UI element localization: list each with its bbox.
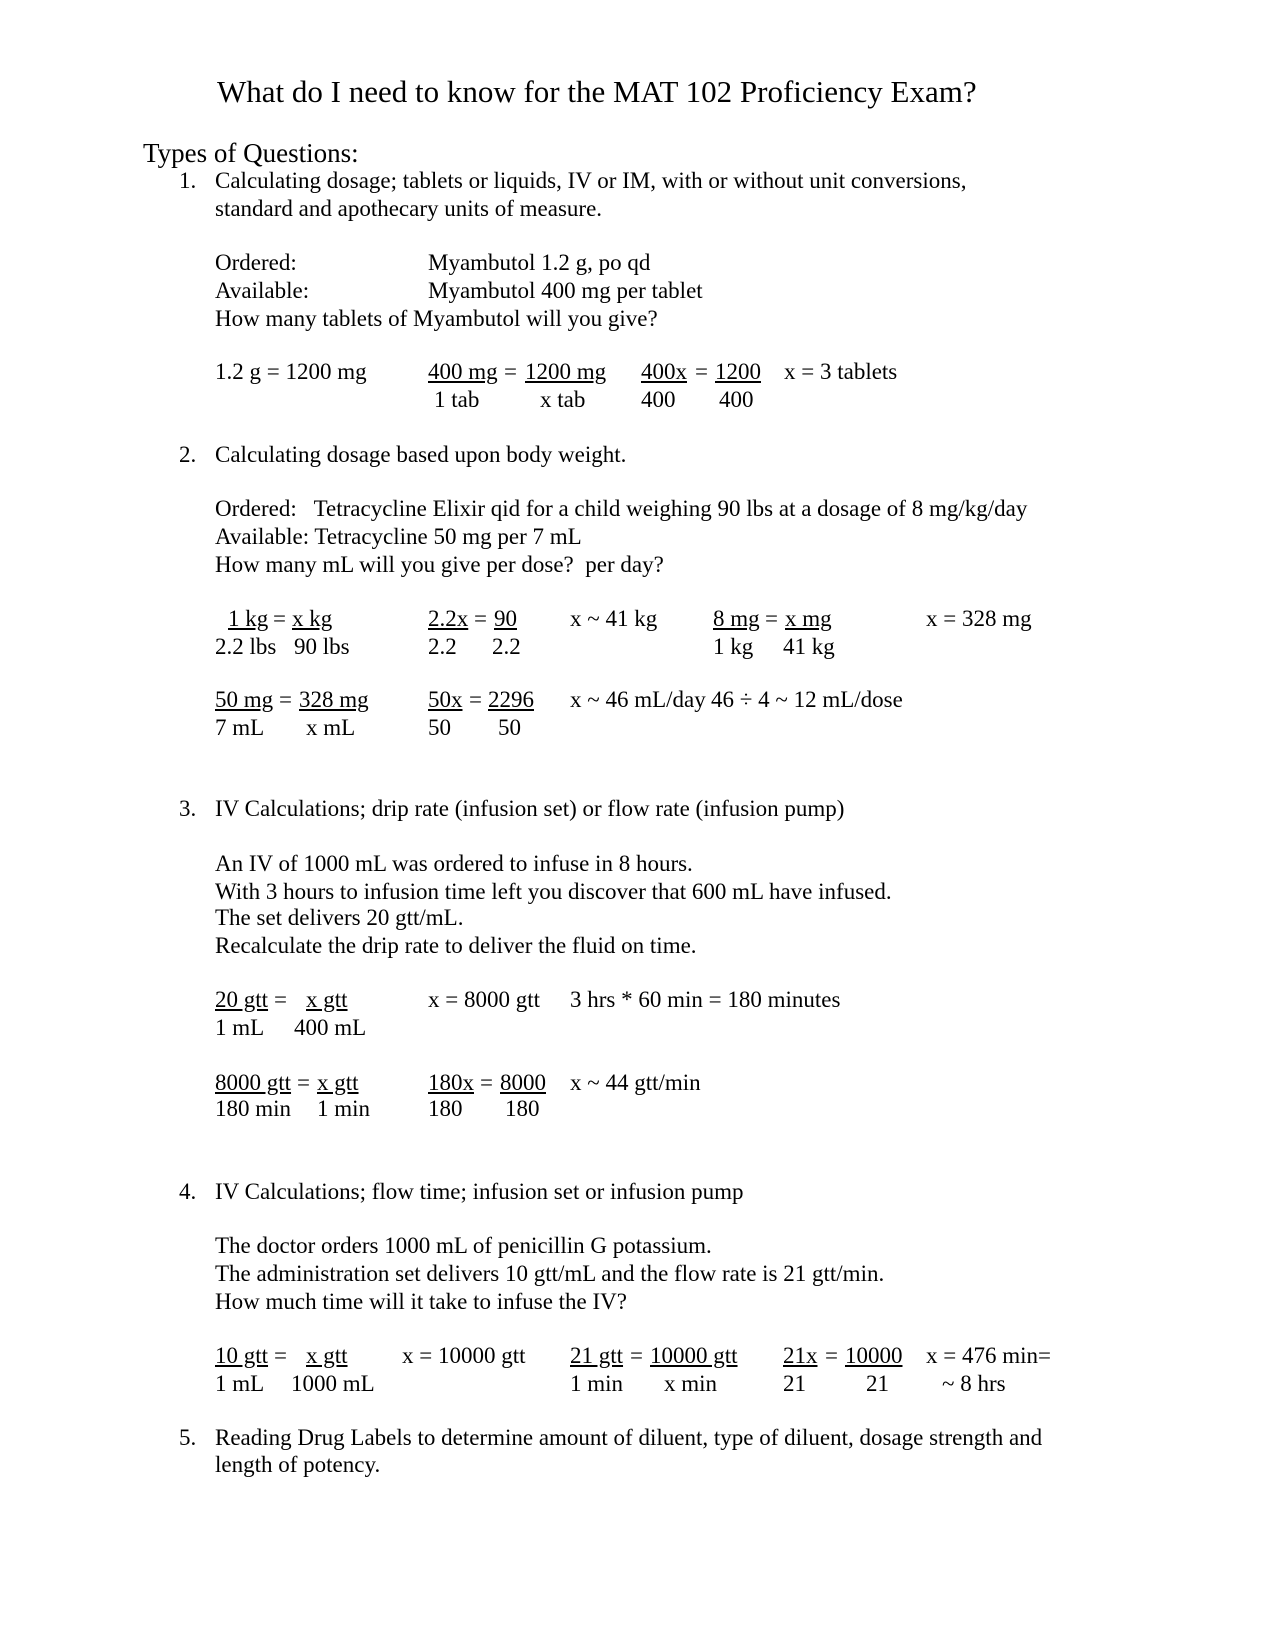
numerator: x gtt [306, 1343, 348, 1368]
denominator: 400 [719, 387, 754, 412]
denominator: 7 mL [215, 715, 265, 740]
available-label: Available: [215, 278, 310, 303]
problem-text: The administration set delivers 10 gtt/mL and the flow rate is 21 gtt/min. [215, 1261, 885, 1286]
numerator: x gtt [306, 987, 348, 1012]
numerator: 8 mg [713, 606, 760, 631]
question-number: 4. [179, 1179, 197, 1204]
numerator: 50 mg [215, 687, 274, 712]
numerator: 400 mg [428, 359, 498, 384]
question-text: length of potency. [215, 1452, 381, 1477]
denominator: 1000 mL [291, 1371, 375, 1396]
problem-question: How many mL will you give per dose? per day? [215, 552, 664, 577]
numerator: x gtt [317, 1070, 359, 1095]
equals-sign: = [469, 687, 482, 712]
numerator: 10000 gtt [650, 1343, 738, 1368]
denominator: x tab [540, 387, 586, 412]
ordered-label: Ordered: [215, 250, 297, 275]
equals-sign: = [695, 359, 708, 384]
denominator: x min [664, 1371, 718, 1396]
page-title: What do I need to know for the MAT 102 Proficiency Exam? [217, 74, 977, 109]
denominator: 180 min [215, 1096, 292, 1121]
result: x = 8000 gtt [428, 987, 541, 1012]
numerator: 8000 gtt [215, 1070, 292, 1095]
question-number: 3. [179, 796, 197, 821]
problem-question: How much time will it take to infuse the IV? [215, 1289, 627, 1314]
denominator: 400 mL [294, 1015, 367, 1040]
equals-sign: = [274, 1343, 287, 1368]
result: x ~ 46 mL/day [570, 687, 706, 712]
denominator: 1 min [317, 1096, 371, 1121]
denominator: 180 [428, 1096, 463, 1121]
denominator: 41 kg [783, 634, 835, 659]
numerator: 50x [428, 687, 463, 712]
ordered-value: Myambutol 1.2 g, po qd [428, 250, 651, 275]
result: ~ 8 hrs [942, 1371, 1006, 1396]
denominator: 2.2 [428, 634, 457, 659]
numerator: 1200 [715, 359, 761, 384]
equals-sign: = [480, 1070, 493, 1095]
numerator: 10000 [845, 1343, 903, 1368]
result: 46 ÷ 4 ~ 12 mL/dose [711, 687, 903, 712]
equals-sign: = [825, 1343, 838, 1368]
denominator: 21 [783, 1371, 806, 1396]
question-number: 2. [179, 442, 197, 467]
denominator: 180 [505, 1096, 540, 1121]
section-heading: Types of Questions: [143, 138, 359, 168]
numerator: 90 [494, 606, 517, 631]
denominator: 400 [641, 387, 676, 412]
numerator: 400x [641, 359, 687, 384]
denominator: 2.2 lbs [215, 634, 277, 659]
question-text: Reading Drug Labels to determine amount of diluent, type of diluent, dosage strength and [215, 1425, 1043, 1450]
problem-question: Recalculate the drip rate to deliver the fluid on time. [215, 933, 697, 958]
equals-sign: = [273, 606, 286, 631]
unit-conversion: 1.2 g = 1200 mg [215, 359, 367, 384]
numerator: 10 gtt [215, 1343, 269, 1368]
numerator: 2.2x [428, 606, 469, 631]
result: x = 476 min= [926, 1343, 1051, 1368]
numerator: 8000 [500, 1070, 546, 1095]
question-text: IV Calculations; flow time; infusion set or infusion pump [215, 1179, 744, 1204]
question-text: Calculating dosage; tablets or liquids, IV or IM, with or without unit conversions, [215, 168, 967, 193]
question-number: 1. [179, 168, 197, 193]
question-text: Calculating dosage based upon body weight. [215, 442, 627, 467]
numerator: 21x [783, 1343, 818, 1368]
equals-sign: = [765, 606, 778, 631]
equals-sign: = [279, 687, 292, 712]
denominator: 1 tab [434, 387, 480, 412]
result: x ~ 44 gtt/min [570, 1070, 701, 1095]
numerator: x kg [292, 606, 333, 631]
problem-text: The set delivers 20 gtt/mL. [215, 905, 464, 930]
equals-sign: = [504, 359, 517, 384]
question-text: IV Calculations; drip rate (infusion set) or flow rate (infusion pump) [215, 796, 845, 821]
numerator: 2296 [488, 687, 534, 712]
numerator: 20 gtt [215, 987, 269, 1012]
denominator: 1 kg [713, 634, 754, 659]
answer: x = 3 tablets [784, 359, 898, 384]
numerator: 1200 mg [525, 359, 607, 384]
time-conversion: 3 hrs * 60 min = 180 minutes [570, 987, 841, 1012]
denominator: 1 min [570, 1371, 624, 1396]
equals-sign: = [474, 606, 487, 631]
problem-question: How many tablets of Myambutol will you give? [215, 306, 658, 331]
problem-text: With 3 hours to infusion time left you discover that 600 mL have infused. [215, 879, 892, 904]
result: x = 10000 gtt [402, 1343, 526, 1368]
problem-text: An IV of 1000 mL was ordered to infuse in 8 hours. [215, 851, 693, 876]
denominator: 50 [428, 715, 451, 740]
result: x = 328 mg [926, 606, 1032, 631]
available-line: Available: Tetracycline 50 mg per 7 mL [215, 524, 582, 549]
question-text: standard and apothecary units of measure. [215, 196, 603, 221]
result: x ~ 41 kg [570, 606, 658, 631]
denominator: 1 mL [215, 1371, 265, 1396]
denominator: x mL [306, 715, 356, 740]
denominator: 2.2 [492, 634, 521, 659]
denominator: 21 [866, 1371, 889, 1396]
numerator: 180x [428, 1070, 474, 1095]
available-value: Myambutol 400 mg per tablet [428, 278, 703, 303]
ordered-line: Ordered: Tetracycline Elixir qid for a child weighing 90 lbs at a dosage of 8 mg/kg/day [215, 496, 1028, 521]
numerator: 328 mg [299, 687, 369, 712]
denominator: 1 mL [215, 1015, 265, 1040]
numerator: 1 kg [228, 606, 269, 631]
numerator: 21 gtt [570, 1343, 624, 1368]
question-number: 5. [179, 1425, 197, 1450]
denominator: 50 [498, 715, 521, 740]
numerator: x mg [785, 606, 832, 631]
equals-sign: = [297, 1070, 310, 1095]
equals-sign: = [630, 1343, 643, 1368]
denominator: 90 lbs [294, 634, 350, 659]
problem-text: The doctor orders 1000 mL of penicillin G potassium. [215, 1233, 712, 1258]
equals-sign: = [274, 987, 287, 1012]
